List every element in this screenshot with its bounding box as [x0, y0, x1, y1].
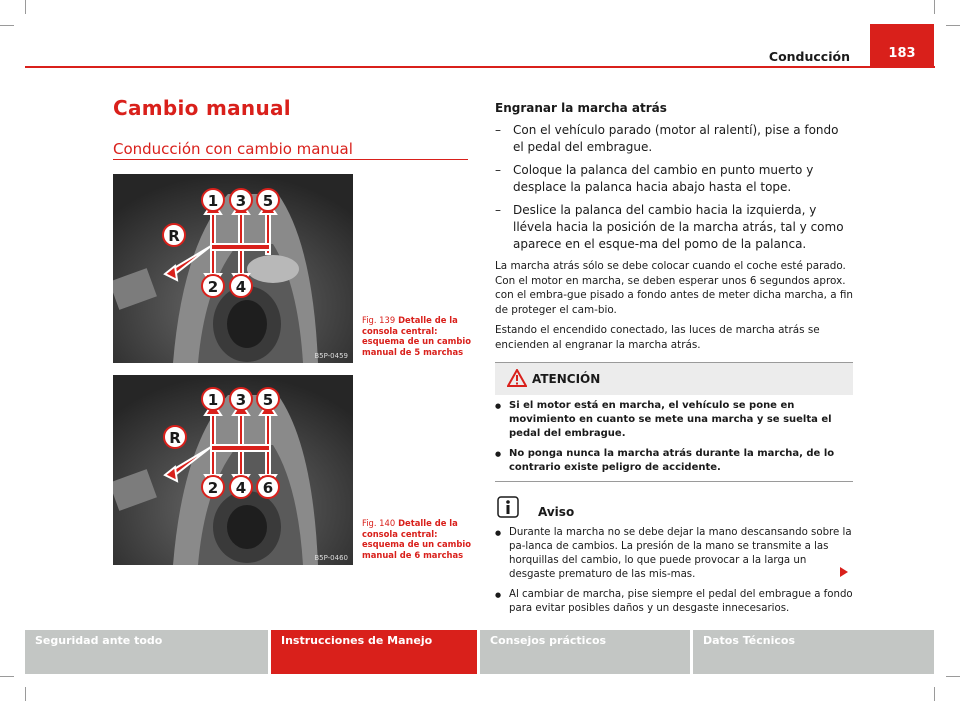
gearbox-5-speed-illustration	[113, 174, 353, 363]
note-item: ● Al cambiar de marcha, pise siempre el pedal del embrague a fondo para evitar posibles daños y un desgaste innecesarios.	[495, 588, 853, 616]
note-header	[495, 494, 853, 522]
gear-label-1: 1	[207, 391, 219, 409]
figure-code: B5P-0460	[314, 554, 348, 562]
page-number: 183	[888, 46, 916, 61]
gear-label-3: 3	[235, 192, 247, 210]
tab-datos[interactable]: Datos Técnicos	[693, 630, 934, 674]
figure-label: Fig. 139	[362, 315, 396, 325]
figure-140-image	[113, 375, 353, 565]
gear-label-2: 2	[207, 479, 219, 497]
body-paragraph: Estando el encendido conectado, las luces de marcha atrás se encienden al engranar la marcha atrás.	[495, 324, 820, 351]
crop-mark	[946, 676, 960, 677]
caption-text: Detalle de la consola central: esquema de un cambio manual de 5 marchas	[362, 315, 471, 357]
gear-label-4: 4	[235, 479, 247, 497]
page-title: Cambio manual	[113, 96, 291, 120]
crop-mark	[934, 687, 935, 701]
crop-mark	[25, 687, 26, 701]
crop-mark	[0, 25, 14, 26]
figure-label: Fig. 140	[362, 518, 396, 528]
tab-consejos[interactable]: Consejos prácticos	[480, 630, 690, 674]
right-column	[495, 100, 853, 622]
section-title: Engranar la marcha atrás	[495, 101, 667, 115]
crop-mark	[934, 0, 935, 14]
gear-label-1: 1	[207, 192, 219, 210]
section-subtitle: Conducción con cambio manual	[113, 140, 353, 158]
tab-instrucciones[interactable]: Instrucciones de Manejo	[271, 630, 477, 674]
step-item: – Con el vehículo parado (motor al ralentí), pise a fondo el pedal del embrague.	[495, 122, 853, 156]
subtitle-rule	[113, 159, 468, 160]
running-head: Conducción	[768, 49, 850, 64]
warning-box	[495, 362, 853, 482]
gearbox-6-speed-illustration	[113, 375, 353, 565]
header-rule	[25, 66, 935, 68]
crop-mark	[946, 25, 960, 26]
note-info-icon	[497, 496, 519, 523]
gear-label-5: 5	[262, 391, 274, 409]
continue-arrow-icon	[838, 563, 850, 582]
figure-140-caption	[362, 518, 472, 560]
warning-title: ATENCIÓN	[532, 372, 601, 386]
figure-code: B5P-0459	[314, 352, 348, 360]
figure-139-caption	[362, 315, 472, 357]
gear-label-3: 3	[235, 391, 247, 409]
caption-text: Detalle de la consola central: esquema de un cambio manual de 6 marchas	[362, 518, 471, 560]
warning-header	[495, 363, 853, 395]
warning-triangle-icon	[507, 369, 527, 392]
warning-item: ● No ponga nunca la marcha atrás durante la marcha, de lo contrario existe peligro de accidente.	[495, 447, 853, 475]
gear-label-5: 5	[262, 192, 274, 210]
note-item: ● Durante la marcha no se debe dejar la mano descansando sobre la pa-lanca de cambios. La presión de la mano se transmite a las horquillas del cambio, lo que puede provocar a la larga un desgaste prematuro de las mis-mas.	[495, 526, 853, 582]
gear-label-reverse: R	[169, 429, 181, 447]
gear-label-2: 2	[207, 278, 219, 296]
gear-label-6: 6	[262, 479, 274, 497]
gear-label-4: 4	[235, 278, 247, 296]
note-title: Aviso	[538, 505, 575, 519]
gear-label-reverse: R	[168, 227, 180, 245]
step-item: – Deslice la palanca del cambio hacia la izquierda, y llévela hacia la posición de la marcha atrás, tal y como aparece en el esque-ma del pomo de la palanca.	[495, 202, 853, 253]
crop-mark	[25, 0, 26, 14]
figure-139-image	[113, 174, 353, 363]
body-paragraph: La marcha atrás sólo se debe colocar cuando el coche esté parado. Con el motor en marcha, se deben esperar unos 6 segundos aprox. con el embra-gue pisado a fondo antes de meter dicha marcha, a fin de proteger el cam-bio.	[495, 260, 853, 316]
crop-mark	[0, 676, 14, 677]
warning-item: ● Si el motor está en marcha, el vehículo se pone en movimiento en cuanto se mete una marcha y se suelta el pedal del embrague.	[495, 399, 853, 441]
step-item: – Coloque la palanca del cambio en punto muerto y desplace la palanca hacia abajo hasta el tope.	[495, 162, 853, 196]
tab-seguridad[interactable]: Seguridad ante todo	[25, 630, 268, 674]
